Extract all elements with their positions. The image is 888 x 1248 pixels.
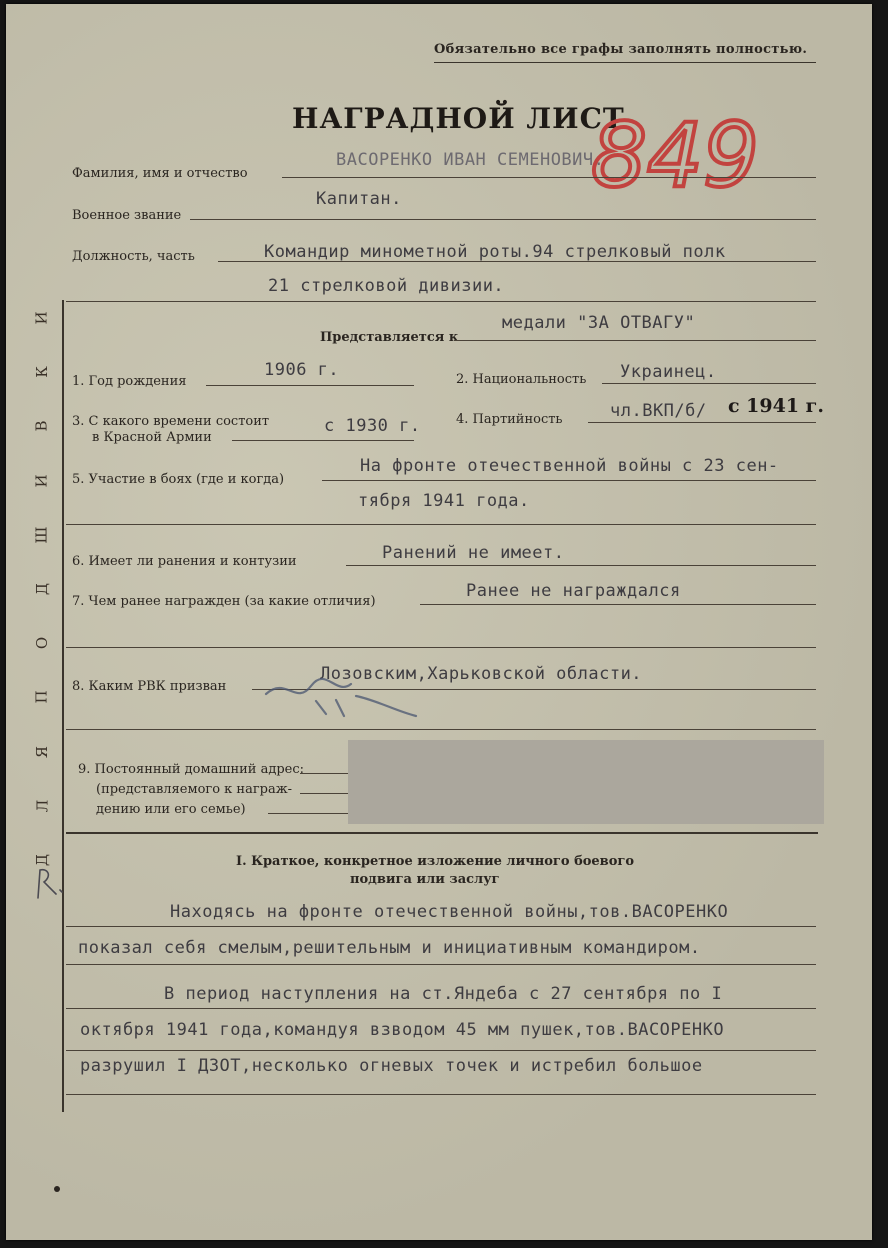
handwritten-number-mark (591, 76, 759, 226)
fio-line (282, 177, 816, 178)
side-letter: Д (32, 582, 51, 596)
army-since-label-2: в Красной Армии (92, 430, 212, 445)
pencil-mark (32, 864, 68, 904)
nationality-label: 2. Национальность (456, 372, 587, 387)
redacted-address-block (348, 740, 824, 824)
section1-text-line: разрушил I ДЗОТ,несколько огневых точек и истребил большое (80, 1056, 703, 1076)
side-letter: Ш (33, 526, 51, 544)
battles-value-line1: На фронте отечественной войны с 23 сен- (360, 456, 779, 476)
army-since-value: с 1930 г. (324, 416, 421, 436)
army-since-line (232, 440, 414, 441)
side-letter: К (32, 366, 51, 378)
position-label: Должность, часть (72, 249, 195, 264)
ink-speck (54, 1186, 60, 1192)
text-rule (66, 926, 816, 927)
position-line-2 (66, 301, 816, 302)
prev-awards-label: 7. Чем ранее награжден (за какие отличия) (72, 594, 376, 609)
nationality-value: Украинец. (620, 362, 717, 382)
text-rule (66, 1050, 816, 1051)
battles-label: 5. Участие в боях (где и когда) (72, 472, 285, 487)
nationality-line (602, 383, 816, 384)
wounds-value: Ранений не имеет. (382, 543, 565, 563)
rvk-line-2 (66, 729, 816, 730)
rvk-value: Лозовским,Харьковской области. (320, 664, 643, 684)
fio-label: Фамилия, имя и отчество (72, 166, 248, 181)
side-letter: И (33, 474, 51, 488)
birth-year-value: 1906 г. (264, 360, 340, 380)
birth-year-label: 1. Год рождения (72, 374, 187, 389)
battles-value-line2: тября 1941 года. (358, 491, 530, 511)
rvk-label: 8. Каким РВК призван (72, 679, 227, 694)
prev-awards-line (420, 604, 816, 605)
side-letter: И (33, 311, 51, 325)
prev-awards-line-2 (66, 647, 816, 648)
wounds-line (346, 565, 816, 566)
party-since-value: с 1941 г. (728, 395, 824, 417)
section1-text-line: Находясь на фронте отечественной войны,тов.ВАСОРЕНКО (170, 902, 729, 922)
position-value-line2: 21 стрелковой дивизии. (268, 276, 505, 296)
text-rule (66, 1008, 816, 1009)
position-value-line1: Командир минометной роты.94 стрелковый полк (264, 242, 726, 262)
side-vertical-label (28, 309, 56, 869)
handwritten-number: 849 (591, 104, 759, 207)
header-underline (434, 62, 816, 63)
address-line-3 (268, 813, 350, 814)
presented-value: медали "ЗА ОТВАГУ" (502, 313, 696, 333)
section-separator (66, 832, 818, 834)
address-label-3: дению или его семье) (96, 802, 246, 817)
header-notice: Обязательно все графы заполнять полностью. (434, 42, 808, 57)
rank-line (190, 219, 816, 220)
section1-heading-line1: I. Краткое, конкретное изложение личного боевого (236, 854, 635, 869)
fio-value: ВАСОРЕНКО ИВАН СЕМЕНОВИЧ. (336, 150, 605, 170)
side-letter: П (33, 690, 51, 704)
battles-line-2 (66, 524, 816, 525)
wounds-label: 6. Имеет ли ранения и контузии (72, 554, 297, 569)
prev-awards-value: Ранее не награждался (466, 581, 681, 601)
section1-text-line: показал себя смелым,решительным и инициативным командиром. (78, 938, 701, 958)
birth-year-line (206, 385, 414, 386)
party-value: чл.ВКП/б/ (610, 401, 707, 421)
text-rule (66, 964, 816, 965)
address-label-2: (представляемого к награж- (96, 782, 293, 797)
address-line-2 (300, 793, 350, 794)
side-letter: О (33, 636, 51, 650)
side-letter: Л (33, 799, 51, 812)
rank-label: Военное звание (72, 208, 182, 223)
battles-line (322, 480, 816, 481)
army-since-label-1: 3. С какого времени состоит (72, 414, 270, 429)
section1-text-line: октября 1941 года,командуя взводом 45 мм пушек,тов.ВАСОРЕНКО (80, 1020, 725, 1040)
party-label: 4. Партийность (456, 412, 563, 427)
rank-value: Капитан. (316, 189, 402, 209)
presented-label: Представляется к (320, 330, 459, 345)
text-rule (66, 1094, 816, 1095)
side-letter: В (33, 420, 51, 432)
award-sheet-page (6, 4, 872, 1240)
address-label-1: 9. Постоянный домашний адрес: (78, 762, 305, 777)
party-line (588, 422, 816, 423)
side-letter: Д (32, 853, 51, 866)
presented-line (454, 340, 816, 341)
ink-scribble-mark (256, 656, 426, 726)
side-letter: Я (33, 745, 51, 758)
left-margin-rule (62, 300, 64, 1112)
section1-text-line: В период наступления на ст.Яндеба с 27 сентября по I (164, 984, 723, 1004)
address-line-1 (300, 773, 350, 774)
section1-heading-line2: подвига или заслуг (350, 872, 500, 887)
document-title: НАГРАДНОЙ ЛИСТ (292, 102, 625, 135)
